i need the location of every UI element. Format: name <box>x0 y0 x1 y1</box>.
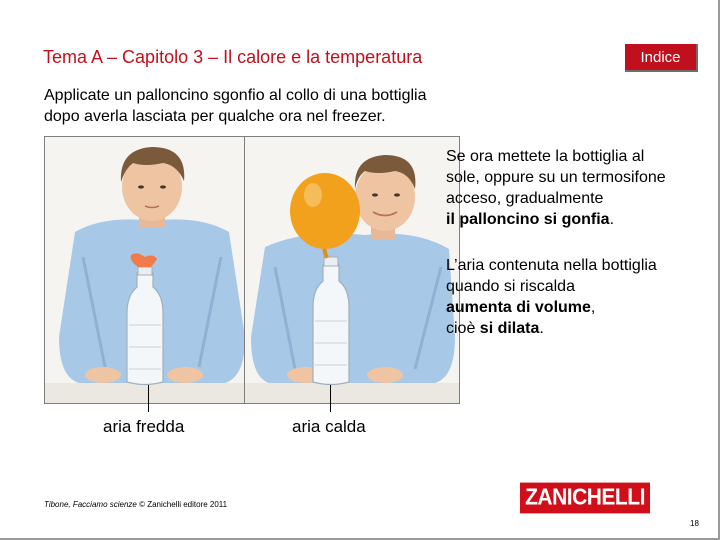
caption-right-leader <box>330 385 331 412</box>
observation-line-4 <box>446 209 706 230</box>
observation-line-2: sole, oppure su un termosifone <box>446 169 666 186</box>
explanation-bold-2: si dilata <box>479 320 540 337</box>
boy-deflated-balloon-illustration <box>45 137 259 403</box>
explanation-line-4 <box>446 318 706 339</box>
boy-inflated-balloon-illustration <box>245 137 459 403</box>
photo-warm-air <box>244 136 460 404</box>
intro-line-1: Applicate un palloncino sgonfio al collo di una bottiglia <box>44 87 427 104</box>
observation-text <box>446 146 706 230</box>
caption-left-leader <box>148 385 149 412</box>
explanation-text <box>446 255 706 339</box>
caption-warm-air: aria calda <box>292 417 366 436</box>
intro-line-2: dopo averla lasciata per qualche ora nel freezer. <box>44 108 386 125</box>
explanation-line-1: L’aria contenuta nella bottiglia <box>446 257 657 274</box>
explanation-comma: , <box>590 299 596 316</box>
explanation-line-2: quando si riscalda <box>446 278 575 295</box>
observation-bold: il palloncino si gonfia <box>446 211 610 228</box>
footer-credit <box>44 500 227 509</box>
explanation-end: . <box>539 320 544 337</box>
intro-text <box>44 85 504 127</box>
zanichelli-logo: ZANICHELLI <box>520 483 650 514</box>
index-button[interactable]: Indice <box>625 44 698 72</box>
footer-credit-title: Tibone, Facciamo scienze <box>44 500 137 509</box>
footer-credit-publisher: © Zanichelli editore 2011 <box>136 500 228 509</box>
explanation-line-3 <box>446 297 706 318</box>
observation-end: . <box>609 211 615 228</box>
observation-line-1: Se ora mettete la bottiglia al <box>446 148 645 165</box>
explanation-bold-1: aumenta di volume <box>446 299 591 316</box>
observation-line-3: acceso, gradualmente <box>446 190 604 207</box>
slide-title: Tema A – Capitolo 3 – Il calore e la temperatura <box>43 47 423 67</box>
page-number: 18 <box>690 519 699 528</box>
photo-cold-air <box>44 136 260 404</box>
explanation-prefix: cioè <box>446 320 480 337</box>
caption-cold-air: aria fredda <box>103 417 185 436</box>
